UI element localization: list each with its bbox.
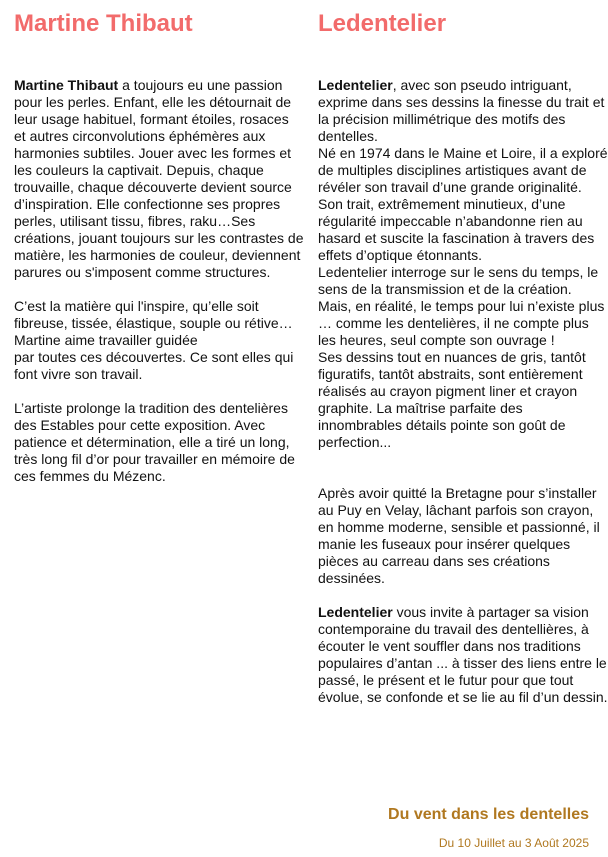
ledentelier-name-bold: Ledentelier [318,77,393,93]
ledentelier-para-1-text: , avec son pseudo intriguant, exprime dans ses dessins la finesse du trait et la précision millimétrique des motifs des dentelles. [318,77,605,144]
ledentelier-para-2: Après avoir quitté la Bretagne pour s’installer au Puy en Velay, lâchant parfois son crayon, en homme moderne, sensible et passionné, il manie les fuseaux pour insérer quelques pièces au carreau dans ses créations dessinées. [318,485,600,586]
ledentelier-bio [318,77,608,706]
ledentelier-para-3 [318,604,608,706]
martine-para-3: L’artiste prolonge la tradition des dentelières des Estables pour cette exposition. Avec patience et détermination, elle a tiré un long, très long fil d’or pour travailler en mémoire de ces femmes du Mézenc. [14,400,295,484]
ledentelier-name-bold-2: Ledentelier [318,604,393,620]
martine-para-1-text: a toujours eu une passion pour les perles. Enfant, elle les détournait de leur usage habituel, formant étoiles, rosaces et autres circonvolutions éphémères aux harmonies subtiles. Jouer avec les formes et les couleurs la captivait. Depuis, chaque trouvaille, chaque découverte devient source d’inspiration. Elle confectionne ses propres perles, utilisant tissu, fibres, raku…Ses créations, jouant toujours sur les contrastes de matière, les harmonies de couleur, deviennent parures ou s'imposent comme structures. [14,77,304,280]
martine-para-2a: C’est la matière qui l'inspire, qu’elle soit fibreuse, tissée, élastique, souple ou rétive… [14,298,293,331]
martine-bio [14,77,304,485]
ledentelier-para-1c: Son trait, extrêmement minutieux, d’une régularité impeccable n’abandonne rien au hasard et suscite la fascination à travers des effets d’optique étonnants. [318,196,595,263]
ledentelier-para-1b: Né en 1974 dans le Maine et Loire, il a exploré de multiples disciplines artistiques avant de révéler son travail d’une grande originalité. [318,145,608,195]
ledentelier-para-3-text: vous invite à partager sa vision contemporaine du travail des dentellières, à écouter le vent souffler dans nos traditions populaires d’antan ... à tisser des liens entre le passé, le présent et le futur pour que tout évolue, se confonde et se lie au fil d’un dessin. [318,604,608,705]
artist-title-ledentelier: Ledentelier [318,10,447,37]
ledentelier-para-1d: Ledentelier interroge sur le sens du temps, le sens de la transmission et de la création. Mais, en réalité, le temps pour lui n’existe plus … comme les dentelières, il ne compte plus les heures, seul compte son ouvrage ! [318,264,605,348]
ledentelier-para-1 [318,77,608,145]
martine-para-1 [14,77,304,281]
martine-name-bold: Martine Thibaut [14,77,119,93]
event-title: Du vent dans les dentelles [388,806,589,823]
martine-para-2c: par toutes ces découvertes. Ce sont elles qui font vivre son travail. [14,349,294,382]
event-dates: Du 10 Juillet au 3 Août 2025 [438,836,589,850]
martine-para-2b: Martine aime travailler guidée [14,332,198,348]
ledentelier-para-1e: Ses dessins tout en nuances de gris, tantôt figuratifs, tantôt abstraits, sont entièrement réalisés au crayon pigment liner et crayon graphite. La maîtrise parfaite des innombrables détails pointe son goût de perfection... [318,349,586,450]
artist-title-martine: Martine Thibaut [14,10,193,37]
